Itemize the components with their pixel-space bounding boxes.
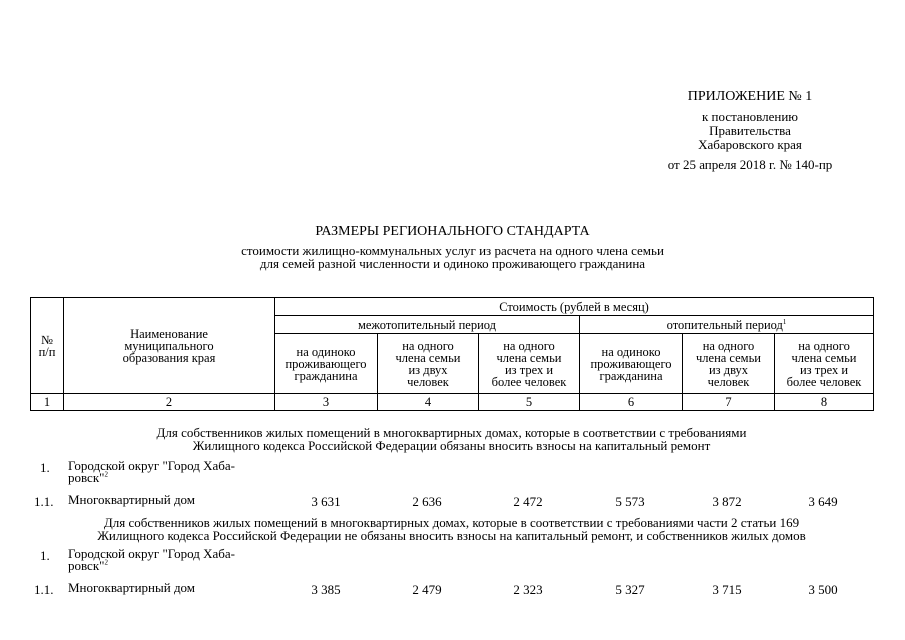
district-name-line1: Городской округ "Город Хаба-: [68, 458, 236, 473]
value-three-off: 2 323: [513, 582, 543, 597]
header-sub-single: на одиноко проживающего гражданина: [275, 334, 378, 394]
column-number: 1: [31, 394, 64, 411]
value-two-off: 2 636: [412, 494, 442, 509]
header-period-heating: [580, 316, 874, 334]
section-title-line2: Жилищного кодекса Российской Федерации обязаны вносить взносы на капитальный ремонт: [192, 438, 711, 453]
district-name-line2: ровск": [68, 470, 105, 485]
period2-label: отопительный период: [666, 317, 783, 332]
column-number: 8: [775, 394, 874, 411]
column-number: 3: [275, 394, 378, 411]
value-single-heat: 5 327: [615, 582, 645, 597]
header-sub-two: на одного члена семьи из двух человек: [683, 334, 775, 394]
header-num: № п/п: [31, 298, 64, 394]
district-name: [68, 548, 278, 572]
district-row: [30, 460, 873, 488]
value-two-heat: 3 872: [712, 494, 742, 509]
period2-footnote: 1: [782, 317, 787, 326]
district-name-line1: Городской округ "Город Хаба-: [68, 546, 236, 561]
value-single-off: 3 385: [311, 582, 341, 597]
column-number: 6: [580, 394, 683, 411]
document-subtitle: [0, 244, 905, 270]
district-footnote: 2: [104, 558, 108, 567]
column-number: 7: [683, 394, 775, 411]
district-name: [68, 460, 278, 484]
header-period-heating-off: межотопительный период: [275, 316, 580, 334]
document-title: РАЗМЕРЫ РЕГИОНАЛЬНОГО СТАНДАРТА: [315, 224, 590, 239]
value-three-off: 2 472: [513, 494, 543, 509]
value-two-off: 2 479: [412, 582, 442, 597]
appendix-line1: к постановлению: [701, 109, 799, 124]
value-two-heat: 3 715: [712, 582, 742, 597]
district-row: [30, 548, 873, 576]
table-row: [30, 494, 873, 510]
header-cost-group: Стоимость (рублей в месяц): [275, 298, 874, 316]
subtitle-line1: стоимости жилищно-коммунальных услуг из расчета на одного члена семьи: [241, 243, 664, 258]
appendix-line2: Правительства: [709, 123, 791, 138]
value-single-off: 3 631: [311, 494, 341, 509]
appendix-date: от 25 апреля 2018 г. № 140-пр: [667, 157, 833, 172]
header-sub-two: на одного члена семьи из двух человек: [378, 334, 479, 394]
header-sub-three: на одного члена семьи из трех и более человек: [775, 334, 874, 394]
value-three-heat: 3 500: [808, 582, 838, 597]
appendix-title: ПРИЛОЖЕНИЕ № 1: [687, 89, 813, 104]
district-name-line2: ровск": [68, 558, 105, 573]
header-sub-single: на одиноко проживающего гражданина: [580, 334, 683, 394]
section-title: [30, 426, 873, 452]
column-number: 4: [378, 394, 479, 411]
column-number: 2: [64, 394, 275, 411]
item-name: Многоквартирный дом: [68, 580, 196, 595]
district-num: 1.: [40, 460, 50, 475]
appendix-block: [640, 90, 860, 172]
district-footnote: 2: [104, 470, 108, 479]
appendix-line3: Хабаровского края: [698, 137, 802, 152]
column-number: 5: [479, 394, 580, 411]
table-row: [30, 582, 873, 598]
section-title-line1: Для собственников жилых помещений в многоквартирных домах, которые в соответствии с требованиями части 2 статьи 169: [103, 515, 800, 530]
item-num: 1.1.: [34, 582, 54, 597]
subtitle-line2: для семей разной численности и одиноко проживающего гражданина: [259, 256, 646, 271]
district-num: 1.: [40, 548, 50, 563]
value-three-heat: 3 649: [808, 494, 838, 509]
section-title: [30, 516, 873, 542]
section-title-line1: Для собственников жилых помещений в многоквартирных домах, которые в соответствии с требованиями: [156, 425, 747, 440]
item-num: 1.1.: [34, 494, 54, 509]
item-name: Многоквартирный дом: [68, 492, 196, 507]
value-single-heat: 5 573: [615, 494, 645, 509]
section-title-line2: Жилищного кодекса Российской Федерации не обязаны вносить взносы на капитальный ремонт, и собственников жилых домов: [97, 528, 806, 543]
header-sub-three: на одного члена семьи из трех и более человек: [479, 334, 580, 394]
header-name: Наименование муниципального образования края: [64, 298, 275, 394]
standard-table: [30, 297, 874, 411]
